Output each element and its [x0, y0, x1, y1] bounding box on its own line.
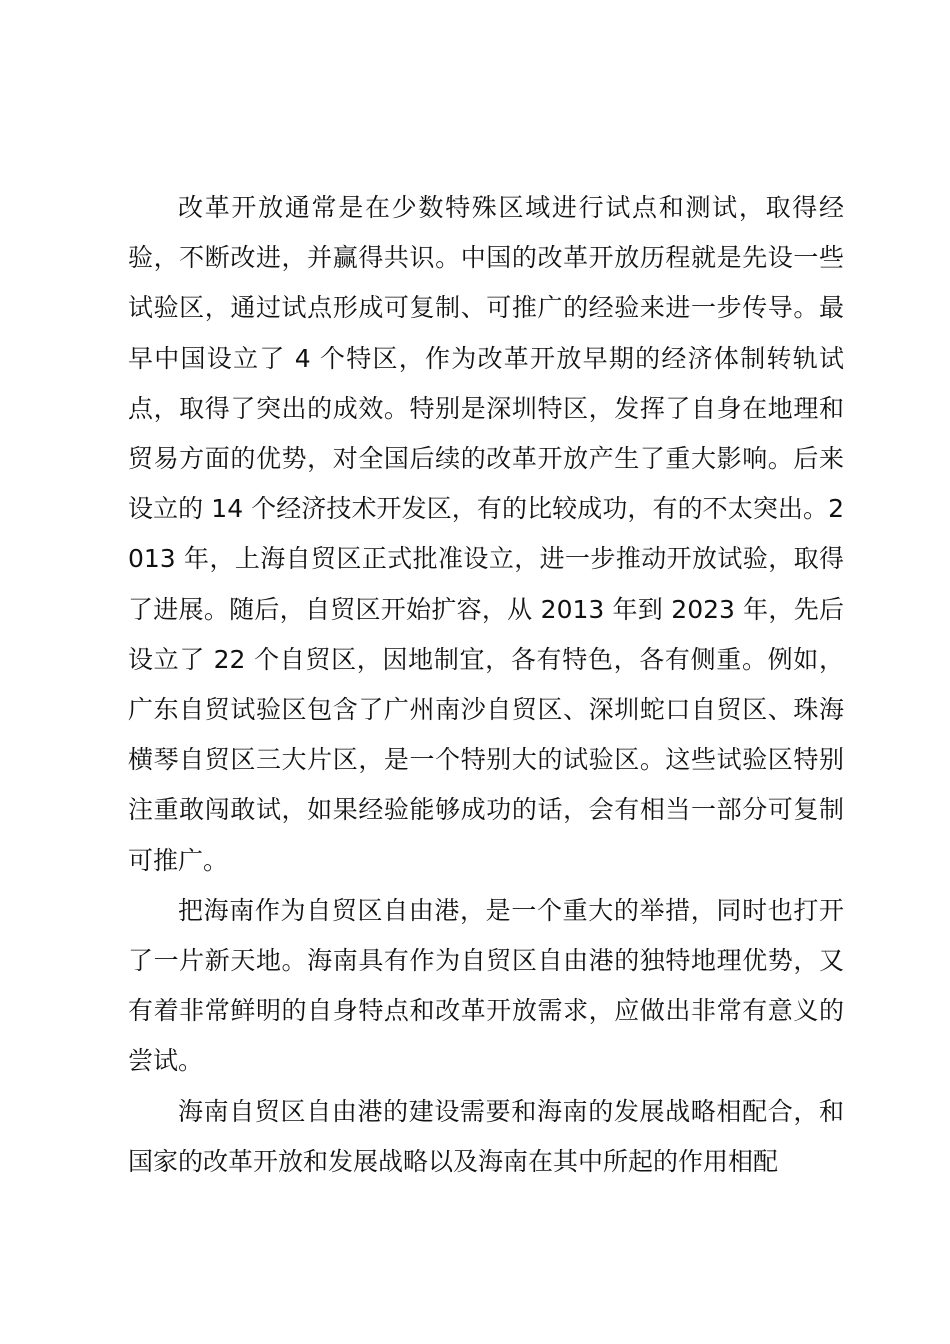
document-body	[128, 183, 844, 1187]
paragraph-2: 把海南作为自贸区自由港，是一个重大的举措，同时也打开了一片新天地。海南具有作为自贸区自由港的独特地理优势，又有着非常鲜明的自身特点和改革开放需求，应做出非常有意义的尝试。	[128, 895, 844, 1076]
paragraph-3: 海南自贸区自由港的建设需要和海南的发展战略相配合，和国家的改革开放和发展战略以及海南在其中所起的作用相配	[128, 1096, 844, 1176]
paragraph-1: 改革开放通常是在少数特殊区域进行试点和测试，取得经验，不断改进，并赢得共识。中国的改革开放历程就是先设一些试验区，通过试点形成可复制、可推广的经验来进一步传导。最早中国设立了 4 个特区，作为改革开放早期的经济体制转轨试点，取得了突出的成效。特别是深圳特区，发挥了自身在地理和贸易方面的优势，对全国后续的改革开放产生了重大影响。后来设立的 14 个经济技术开发区，有的比较成功，有的不太突出。2013 年，上海自贸区正式批准设立，进一步推动开放试验，取得了进展。随后，自贸区开始扩容，从 2013 年到 2023 年，先后设立了 22 个自贸区，因地制宜，各有特色，各有侧重。例如，广东自贸试验区包含了广州南沙自贸区、深圳蛇口自贸区、珠海横琴自贸区三大片区，是一个特别大的试验区。这些试验区特别注重敢闯敢试，如果经验能够成功的话，会有相当一部分可复制可推广。	[128, 193, 844, 875]
